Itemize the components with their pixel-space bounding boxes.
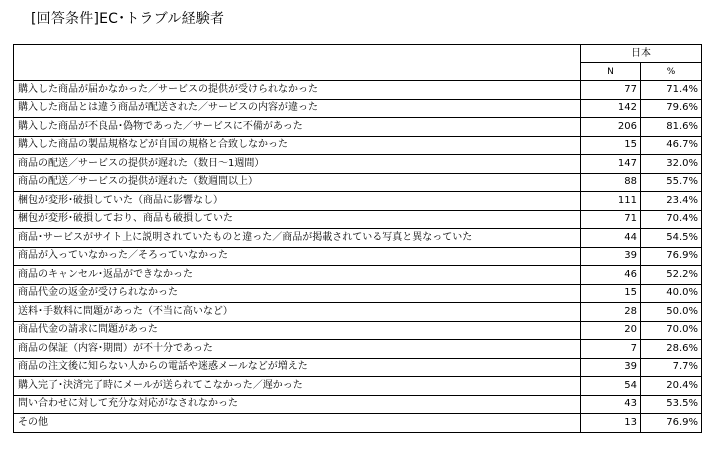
header-row-group (14, 45, 702, 63)
row-label-cell: 商品の注文後に知らない人からの電話や迷惑メールなどが増えた (14, 358, 581, 377)
row-pct-cell: 70.4% (641, 210, 702, 229)
row-n-cell: 28 (581, 303, 641, 322)
row-n-cell: 39 (581, 358, 641, 377)
table-row (14, 340, 702, 359)
row-label-cell: 商品のキャンセル･返品ができなかった (14, 266, 581, 285)
row-label-cell: 商品代金の請求に問題があった (14, 321, 581, 340)
row-label-cell: 商品代金の返金が受けられなかった (14, 284, 581, 303)
table-row (14, 284, 702, 303)
table-row (14, 210, 702, 229)
row-pct-cell: 23.4% (641, 192, 702, 211)
row-pct-cell: 50.0% (641, 303, 702, 322)
column-header-n: N (581, 63, 641, 81)
row-pct-cell: 54.5% (641, 229, 702, 248)
row-pct-cell: 79.6% (641, 99, 702, 118)
row-n-cell: 206 (581, 118, 641, 137)
table-row (14, 414, 702, 433)
row-pct-cell: 32.0% (641, 155, 702, 174)
row-label-cell: 購入完了･決済完了時にメールが送られてこなかった／遅かった (14, 377, 581, 396)
table-row (14, 229, 702, 248)
header-blank-cell (14, 45, 581, 81)
row-label-cell: 商品の配送／サービスの提供が遅れた（数日～1週間） (14, 155, 581, 174)
row-n-cell: 71 (581, 210, 641, 229)
table-row (14, 136, 702, 155)
table-body (14, 81, 702, 433)
row-label-cell: 商品が入っていなかった／そろっていなかった (14, 247, 581, 266)
row-n-cell: 54 (581, 377, 641, 396)
row-pct-cell: 28.6% (641, 340, 702, 359)
row-label-cell: 購入した商品の製品規格などが自国の規格と合致しなかった (14, 136, 581, 155)
row-pct-cell: 7.7% (641, 358, 702, 377)
row-pct-cell: 20.4% (641, 377, 702, 396)
row-label-cell: 購入した商品とは違う商品が配送された／サービスの内容が違った (14, 99, 581, 118)
row-label-cell: 購入した商品が不良品･偽物であった／サービスに不備があった (14, 118, 581, 137)
table-row (14, 321, 702, 340)
row-n-cell: 20 (581, 321, 641, 340)
row-pct-cell: 71.4% (641, 81, 702, 100)
table-row (14, 155, 702, 174)
table-title: [回答条件]EC･トラブル経験者 (31, 11, 225, 27)
row-pct-cell: 76.9% (641, 247, 702, 266)
row-label-cell: 購入した商品が届かなかった／サービスの提供が受けられなかった (14, 81, 581, 100)
table-row (14, 118, 702, 137)
row-n-cell: 142 (581, 99, 641, 118)
row-n-cell: 15 (581, 284, 641, 303)
row-n-cell: 44 (581, 229, 641, 248)
row-pct-cell: 52.2% (641, 266, 702, 285)
table-row (14, 303, 702, 322)
row-n-cell: 147 (581, 155, 641, 174)
row-pct-cell: 55.7% (641, 173, 702, 192)
table-row (14, 173, 702, 192)
row-n-cell: 13 (581, 414, 641, 433)
table-row (14, 266, 702, 285)
table-row (14, 99, 702, 118)
row-pct-cell: 81.6% (641, 118, 702, 137)
survey-table (13, 44, 702, 433)
row-pct-cell: 46.7% (641, 136, 702, 155)
row-pct-cell: 53.5% (641, 395, 702, 414)
row-label-cell: 問い合わせに対して充分な対応がなされなかった (14, 395, 581, 414)
column-group-header: 日本 (581, 45, 702, 63)
row-n-cell: 39 (581, 247, 641, 266)
row-label-cell: 商品･サービスがサイト上に説明されていたものと違った／商品が掲載されている写真と異なっていた (14, 229, 581, 248)
row-pct-cell: 76.9% (641, 414, 702, 433)
column-header-pct: % (641, 63, 702, 81)
table-row (14, 247, 702, 266)
row-n-cell: 7 (581, 340, 641, 359)
row-n-cell: 43 (581, 395, 641, 414)
row-label-cell: 梱包が変形･破損しており、商品も破損していた (14, 210, 581, 229)
row-n-cell: 88 (581, 173, 641, 192)
table-row (14, 377, 702, 396)
table-row (14, 192, 702, 211)
row-pct-cell: 70.0% (641, 321, 702, 340)
row-n-cell: 15 (581, 136, 641, 155)
table-row (14, 395, 702, 414)
row-n-cell: 46 (581, 266, 641, 285)
row-label-cell: 商品の保証（内容･期間）が不十分であった (14, 340, 581, 359)
row-label-cell: 梱包が変形･破損していた（商品に影響なし） (14, 192, 581, 211)
row-n-cell: 111 (581, 192, 641, 211)
table-row (14, 81, 702, 100)
table-row (14, 358, 702, 377)
row-pct-cell: 40.0% (641, 284, 702, 303)
row-label-cell: 送料･手数料に問題があった（不当に高いなど） (14, 303, 581, 322)
row-label-cell: その他 (14, 414, 581, 433)
row-label-cell: 商品の配送／サービスの提供が遅れた（数週間以上） (14, 173, 581, 192)
row-n-cell: 77 (581, 81, 641, 100)
